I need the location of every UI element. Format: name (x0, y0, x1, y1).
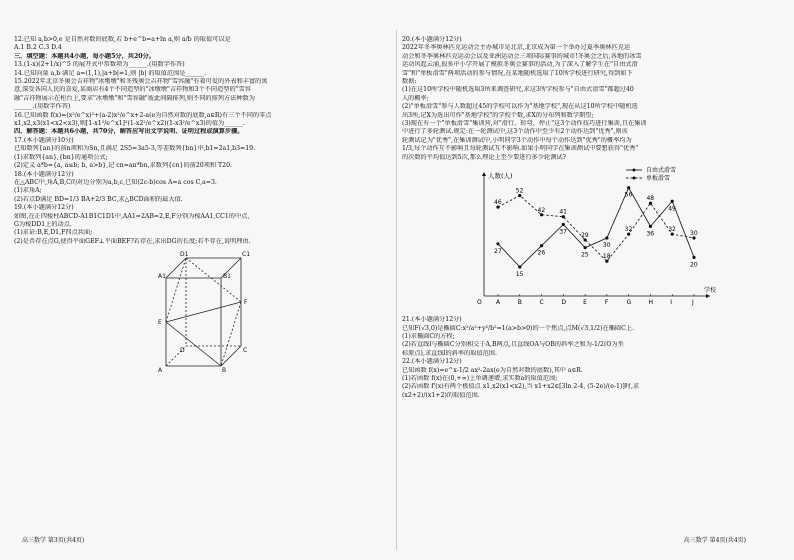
text-line: (1)求角A; (14, 187, 42, 195)
data-point (692, 256, 695, 259)
figure-label: C (243, 347, 248, 355)
x-tick-label: D (561, 299, 566, 307)
page-4-footer (402, 535, 774, 544)
x-tick-label: C (539, 299, 544, 307)
text-line: (2)定义 a*b={a, a≤b; b, a>b},记 cn=an*bn,求数列{cn}的前20项和 T20. (14, 162, 233, 170)
text-line: (2)是否存在点G,使得平面GEF⊥平面BEF?若存在,求出DG的长度;若不存在,说明理由. (14, 237, 251, 245)
text-line: ______.(用数字作答) (14, 103, 71, 111)
text-line: 四、解答题：本题共6小题，共70分，解答应写出文字说明、证明过程或演算步骤。 (14, 128, 244, 136)
series-line-1 (498, 196, 694, 262)
text-line: 的次数的平均值达到5次,那么理论上至少要进行多少轮测试? (402, 153, 566, 161)
text-line: 21.(本小题满分12分) (402, 316, 462, 324)
figure-label: A1 (158, 273, 166, 281)
page-4 (402, 36, 774, 548)
text-line: 19.(本小题满分12分) (14, 204, 74, 212)
x-tick-label: A (496, 299, 501, 307)
figure-label: D1 (180, 251, 189, 259)
figure-label: B1 (223, 273, 231, 281)
participation-chart (458, 166, 718, 314)
text-line: 已知F(√3,0)是椭圆C:x²/a²+y²/b²=1(a>b>0)的一个焦点,点M(√3,1/2)在椭圆C上. (402, 324, 634, 332)
data-label: 32 (624, 226, 633, 234)
page-divider (396, 30, 397, 550)
text-line: 人的概率; (402, 94, 429, 102)
footer-right-text: 高三数学 第4页(共4页) (683, 537, 746, 544)
page-3-footer (14, 535, 386, 544)
x-axis-arrow (706, 294, 710, 298)
y-axis-arrow (482, 172, 486, 176)
data-point (540, 244, 543, 247)
text-line: 运动风起云涌,很多中小学开展了模拟冬奥会赛事的活动,为了深入了解学生在"自由式滑 (402, 61, 638, 69)
x-tick-label: I (670, 299, 673, 307)
data-point (562, 223, 565, 226)
prism-figure (156, 248, 386, 380)
x-tick-label: F (604, 299, 609, 307)
data-label: 49 (668, 205, 676, 213)
text-line: A.1 B.2 C.3 D.4 (14, 44, 62, 52)
text-line: 轮测试记为"优秀",在集训测试中,小明同学3个动作中每个动作达到"优秀"的概率均为 (402, 136, 632, 144)
legend-label: 自由式滑雪 (646, 167, 677, 175)
text-line: (1)求证:B,E,D1,F四点共面; (14, 229, 93, 237)
data-label: 25 (581, 251, 589, 259)
x-axis-label: 学校 (704, 287, 717, 295)
x-tick-label: G (626, 299, 632, 307)
text-line: (x2+2)/(x1+2)的取值范围. (402, 391, 480, 399)
data-point (518, 265, 521, 268)
text-line: 已知函数 f(x)=e^x-1/2 ax²-2ax(e为自然对数的底数),其中 a∈R. (402, 366, 583, 374)
x-tick-label: B (517, 299, 522, 307)
data-point (584, 246, 587, 249)
text-line: 融"吉祥物展示在柜台上,要求"冰墩墩"和"雪容融"彼此间隔排列,则不同的排列方法种数为 (14, 94, 255, 102)
y-axis-label: 人数(人) (488, 172, 513, 181)
text-line: 意,深受各国人民的喜爱,某商店有4个不同造型的"冰墩墩"吉祥物和3个不同造型的"雪容 (14, 86, 251, 94)
data-label: 26 (537, 249, 546, 257)
text-line: 14.已知向量 a,b 满足 a=(1,1),|a+b|=1,则 |b| 的取值范围是______. (14, 69, 206, 77)
prism-diagram (156, 248, 276, 376)
legend-label: 单板滑雪 (646, 175, 671, 183)
data-label: 48 (646, 195, 655, 203)
text-line: 12.已知 a,b>0,e 是自然对数的底数,若 b+e^b=a+ln a,则 a/b 的取值可以是 (14, 36, 231, 43)
data-label: 29 (581, 232, 589, 240)
legend-marker (633, 169, 636, 172)
data-label: 37 (559, 228, 567, 236)
data-label: 36 (646, 230, 655, 238)
text-line: 15.2022年北京冬奥会吉祥物"冰墩墩"和冬残奥会吉祥物"雪容融"有着可爱的外表和丰富的寓 (14, 78, 268, 86)
text-line: (1)在这10所学校中随机选取3所来调查研究,求这3所学校参与"自由式滑雪"都超过40 (402, 86, 634, 94)
data-label: 32 (668, 226, 676, 234)
page-4-text (402, 36, 774, 162)
figure-label: F (244, 299, 248, 307)
text-line: (2)若点D满足 BD=1/3 BA+2/3 BC,求△BCD面积的最大值. (14, 195, 183, 203)
data-point (671, 200, 674, 203)
text-line: 数据: (402, 78, 417, 86)
text-line: (1)求椭圆C的方程; (402, 332, 455, 340)
data-label: 41 (559, 208, 567, 216)
text-line: 13.(1-x)(2+1/x)^5 的展开式中常数项为______.(用数字作答) (14, 61, 185, 69)
data-label: 15 (515, 271, 524, 279)
text-line: 标原点),求直线l的斜率的取值范围. (402, 349, 497, 357)
data-label: 30 (690, 230, 698, 238)
series-line-0 (498, 188, 694, 267)
text-line: (1)若函数 f(x)在(0,+∞)上单调递增,求实数a的取值范围; (402, 374, 558, 382)
text-line: 17.(本小题满分10分) (14, 136, 74, 144)
text-line: 动会和冬季奥林匹克运动会以及亚洲运动会三项国际赛事的城市!冬奥会之后,各地的冰雪 (402, 52, 642, 60)
page-3 (14, 36, 386, 548)
text-line: 16.已知函数 f(x)=(x²/e^x)²+(a-2)x²/e^x+2-a(e为自然对数的底数,a∈R)有三个不同的零点 (14, 111, 272, 119)
text-line: 在△ABC中,角A,B,C的对边分别为a,b,c,已知(2c-b)cos A=a cos C,a=3. (14, 178, 217, 186)
text-line: 如图,在正四棱柱ABCD-A1B1C1D1中,AA1=2AB=2,E,F分别为棱AA1,CC1的中点, (14, 212, 250, 220)
text-line: (2)"单板滑雪"参与人数超过45的学校可以作为"基地学校",现在从这10所学校中随机选 (402, 103, 638, 111)
x-tick-label: H (648, 299, 653, 307)
text-line: 中进行了多轮测试.规定:在一轮测试中,这3个动作中至少有2个动作达到"优秀",则该 (402, 128, 628, 136)
text-line: x1,x2,x3(x1<x2<x3),则[1-x1²/e^x1]²(1-x2²/e^x2)(1-x3²/e^x3)的值为______. (14, 120, 245, 128)
text-line: G为棱DD1上的动点. (14, 220, 72, 228)
text-line: 雪"和"单板滑雪"两项活动的参与情况,在某地随机选取了10所学校进行研究,得到如下 (402, 69, 633, 77)
data-label: 18 (602, 253, 611, 261)
text-line: 22.(本小题满分12分) (402, 358, 462, 366)
data-label: 27 (494, 247, 502, 255)
figure-label: C1 (242, 251, 251, 259)
text-line: 已知数列{an}的前n项和为Sn,且满足 2S5=3a5-3,等差数列{bn}中,b1=2a1,b3=19. (14, 145, 256, 153)
origin-label: O (477, 299, 482, 307)
data-label: 46 (494, 199, 502, 207)
page-4-text-after (402, 316, 774, 400)
text-line: (2)若直线l与椭圆C分别相交于A,B两点,且直线OA与OB的斜率之和为-1/2(O为坐 (402, 341, 624, 349)
data-label: 20 (690, 261, 698, 269)
text-line: 18.(本小题满分12分) (14, 170, 74, 178)
text-line: (2)若函数 f'(x)有两个极值点 x1,x2(x1<x2),当 x1+x2∈[3ln 2-4, (5-2e)/(e-1)]时,求 (402, 383, 640, 391)
text-line: 20.(本小题满分12分) (402, 36, 462, 43)
data-point (649, 225, 652, 228)
x-tick-label: J (692, 299, 694, 307)
footer-left-text: 高三数学 第3页(共4页) (22, 537, 85, 544)
data-label: 30 (602, 242, 611, 250)
text-line: 2022年冬季奥林匹克运动会主办城市是北京,北京成为第一个举办过夏季奥林匹克运 (402, 44, 631, 52)
data-point (627, 186, 630, 189)
data-label: 42 (537, 206, 546, 214)
text-line: 三、填空题：本题共4小题，每小题5分，共20分。 (14, 52, 155, 60)
figure-label: E (158, 319, 162, 327)
text-line: (1)求数列{an},{bn}的通项公式; (14, 153, 108, 161)
page-3-text (14, 36, 386, 246)
text-line: 1/3,每个动作互不影响且每轮测试互不影响.如果小明同学在集训测试中要想获得"优秀" (402, 145, 639, 153)
line-chart (458, 166, 718, 314)
x-tick-label: E (583, 299, 587, 307)
figure-label: A (158, 367, 163, 375)
legend-marker (633, 177, 636, 180)
figure-label: B (222, 367, 227, 375)
data-point (605, 236, 608, 239)
text-line: 出3所,记X为选出可作"基地学校"的学校个数,求X的分布列和数学期望; (402, 111, 594, 119)
figure-label: D (180, 347, 185, 355)
text-line: (3)现在有一个"单板滑雪"集训营,对"滑行、转弯、停止"这3个动作技巧进行集训,且在集训 (402, 120, 647, 128)
data-point (496, 242, 499, 245)
data-label: 52 (515, 187, 524, 195)
data-label: 56 (624, 191, 633, 199)
